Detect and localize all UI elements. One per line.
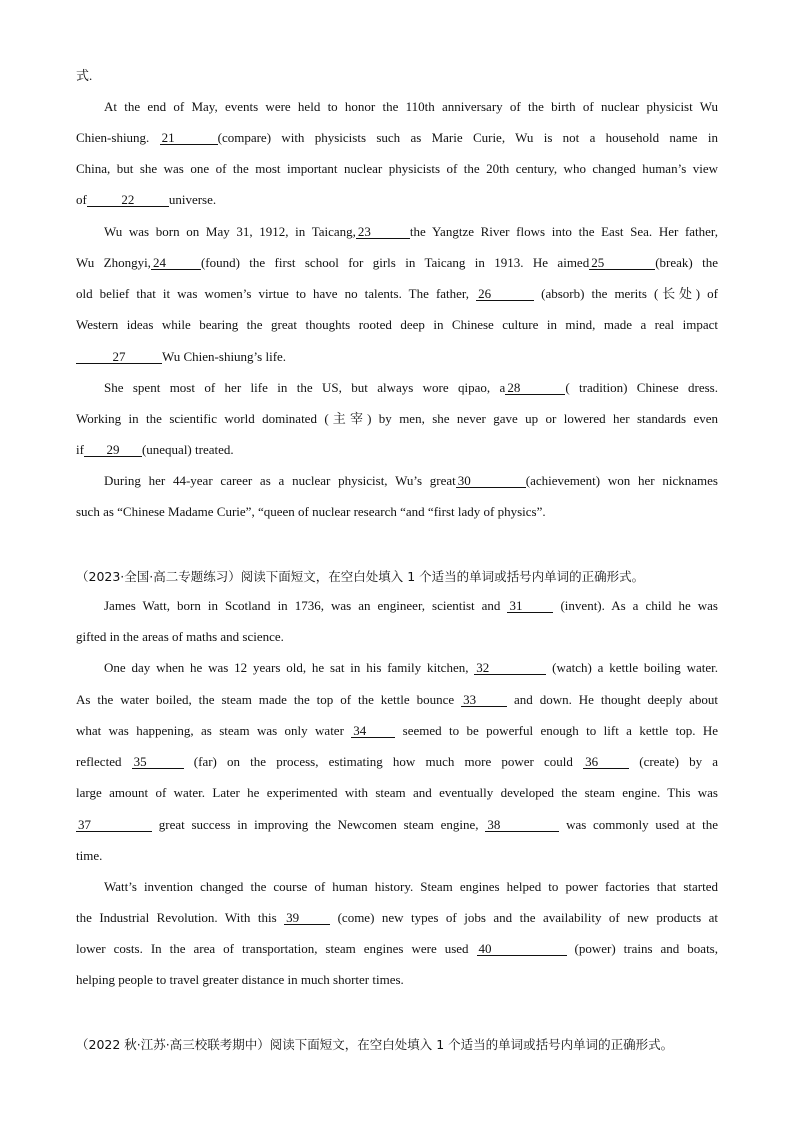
text-line (76, 286, 718, 302)
text-line (76, 349, 718, 365)
answer-blank: 26 (476, 287, 534, 301)
line-text: and down. He thought deeply about (507, 692, 719, 707)
answer-blank: 25 (589, 256, 655, 270)
answer-blank: 36 (583, 755, 629, 769)
answer-blank: 39 (284, 911, 330, 925)
section-heading (76, 1037, 718, 1053)
line-text: Wu was born on May 31, 1912, in Taicang, (104, 224, 356, 239)
line-text: time. (76, 848, 103, 863)
line-text: universe. (168, 192, 217, 207)
answer-blank: 34 (351, 724, 395, 738)
text-line (76, 317, 718, 333)
answer-blank: 38 (485, 818, 559, 832)
line-text: Wu Zhongyi, (76, 255, 151, 270)
line-text: James Watt, born in Scotland in 1736, was an engineer, scientist and (104, 598, 508, 613)
text-line (76, 754, 718, 770)
line-text: Watt’s invention changed the course of human history. Steam engines helped to power factories that started (104, 879, 718, 894)
line-text: the Yangtze River flows into the East Sea. Her father, (409, 224, 718, 239)
line-text: （2022 秋·江苏·高三校联考期中）阅读下面短文，在空白处填入 1 个适当的单词或括号内单词的正确形式。 (76, 1037, 674, 1052)
text-line (76, 68, 718, 84)
answer-blank: 37 (76, 818, 152, 832)
text-line (76, 130, 718, 146)
text-line (104, 660, 718, 676)
line-text: reflected (76, 754, 132, 769)
text-line (76, 723, 718, 739)
line-text: was commonly used at the (559, 817, 718, 832)
line-text: old belief that it was women’s virtue to have no talents. The father, (76, 286, 477, 301)
line-text: (create) by a (629, 754, 718, 769)
line-text: She spent most of her life in the US, but always wore qipao, a (104, 380, 506, 395)
line-text: One day when he was 12 years old, he sat in his family kitchen, (104, 660, 475, 675)
line-text: such as “Chinese Madame Curie”, “queen of nuclear research “and “first lady of physics”. (76, 504, 546, 519)
line-text: gifted in the areas of maths and science. (76, 629, 284, 644)
line-text: (power) trains and boats, (566, 941, 718, 956)
line-text: great success in improving the Newcomen steam engine, (152, 817, 486, 832)
answer-blank: 40 (477, 942, 567, 956)
line-text: (come) new types of jobs and the availability of new products at (330, 910, 718, 925)
text-line (104, 598, 718, 614)
text-line (104, 473, 718, 489)
line-text: lower costs. In the area of transportation, steam engines were used (76, 941, 477, 956)
line-text: As the water boiled, the steam made the top of the kettle bounce (76, 692, 462, 707)
text-line (76, 785, 718, 801)
text-line (104, 99, 718, 115)
line-text: Working in the scientific world dominated (主宰) by men, she never gave up or lowered her standards even (76, 411, 718, 426)
line-text: (compare) with physicists such as Marie Curie, Wu is not a household name in (217, 130, 718, 145)
line-text: Wu Chien-shiung’s life. (162, 349, 287, 364)
text-line (76, 411, 718, 427)
answer-blank: 22 (87, 193, 169, 207)
text-line (76, 255, 718, 271)
text-line (76, 161, 718, 177)
text-line (76, 629, 718, 645)
line-text: what was happening, as steam was only water (76, 723, 352, 738)
text-line (76, 192, 718, 208)
section-heading (76, 569, 718, 585)
text-line (104, 879, 718, 895)
text-line (76, 504, 718, 520)
answer-blank: 32 (474, 661, 546, 675)
line-text: large amount of water. Later he experimented with steam and eventually developed the steam engine. This was (76, 785, 718, 800)
line-text: （2023·全国·高二专题练习）阅读下面短文，在空白处填入 1 个适当的单词或括号内单词的正确形式。 (76, 569, 645, 584)
line-text: helping people to travel greater distance in much shorter times. (76, 972, 404, 987)
line-text: (absorb) the merits (长处) of (534, 286, 718, 301)
line-text: the Industrial Revolution. With this (76, 910, 285, 925)
line-text: of (76, 192, 87, 207)
answer-blank: 24 (151, 256, 201, 270)
line-text: seemed to be powerful enough to lift a kettle top. He (395, 723, 718, 738)
line-text: (found) the first school for girls in Taicang in 1913. He aimed (200, 255, 590, 270)
answer-blank: 35 (132, 755, 184, 769)
text-line (104, 224, 718, 240)
line-text: At the end of May, events were held to honor the 110th anniversary of the birth of nuclear physicist Wu (104, 99, 718, 114)
line-text: During her 44-year career as a nuclear physicist, Wu’s great (104, 473, 456, 488)
text-line (76, 941, 718, 957)
text-line (76, 442, 718, 458)
text-line (76, 817, 718, 833)
answer-blank: 21 (160, 131, 218, 145)
line-text: (achievement) won her nicknames (525, 473, 718, 488)
answer-blank: 23 (356, 225, 410, 239)
line-text: (invent). As a child he was (553, 598, 718, 613)
text-line (76, 692, 718, 708)
text-line (104, 380, 718, 396)
answer-blank: 27 (76, 350, 162, 364)
answer-blank: 33 (461, 693, 507, 707)
line-text: (unequal) treated. (141, 442, 234, 457)
line-text: (break) the (655, 255, 718, 270)
line-text: China, but she was one of the most important nuclear physicists of the 20th century, who changed human’s view (76, 161, 718, 176)
answer-blank: 29 (84, 443, 142, 457)
line-text: 式. (76, 68, 93, 83)
line-text: Chien-shiung. (76, 130, 160, 145)
line-text: (far) on the process, estimating how much more power could (183, 754, 584, 769)
line-text: ( tradition) Chinese dress. (565, 380, 718, 395)
line-text: Western ideas while bearing the great thoughts rooted deep in Chinese culture in mind, made a real impact (76, 317, 718, 332)
line-text: (watch) a kettle boiling water. (546, 660, 718, 675)
text-line (76, 848, 718, 864)
answer-blank: 31 (507, 599, 553, 613)
text-line (76, 972, 718, 988)
text-line (76, 910, 718, 926)
answer-blank: 28 (505, 381, 565, 395)
line-text: if (76, 442, 84, 457)
answer-blank: 30 (456, 474, 526, 488)
